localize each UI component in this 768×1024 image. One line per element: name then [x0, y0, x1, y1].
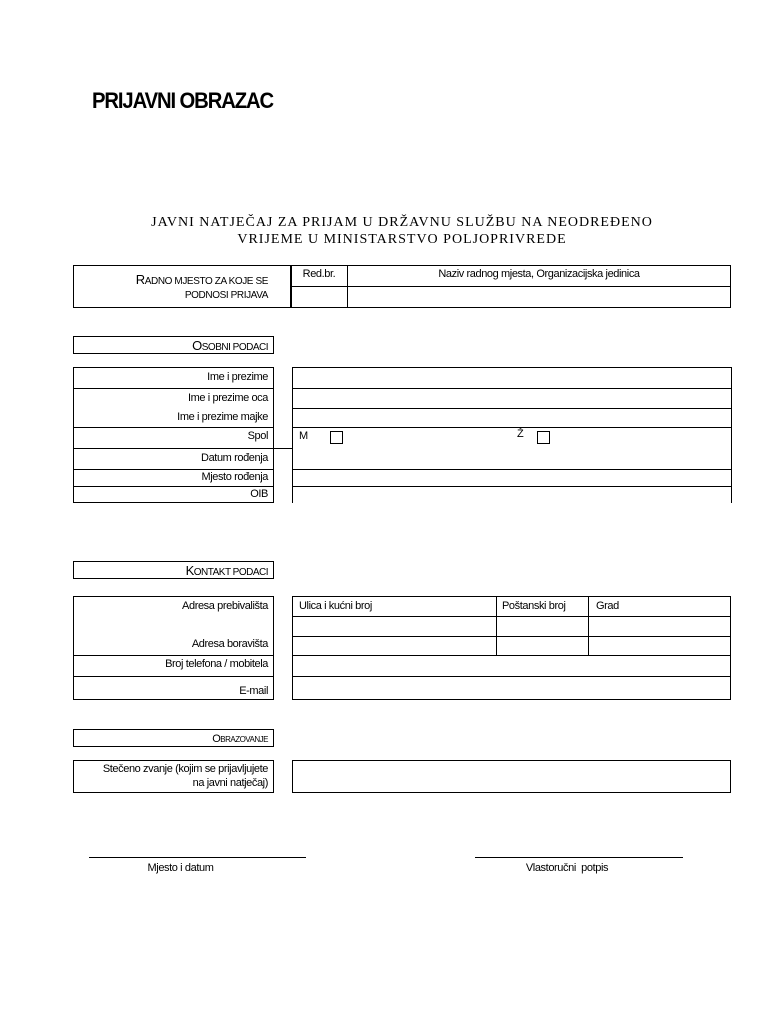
input-ime-prezime[interactable]	[293, 368, 730, 387]
contact-section-title: KONTAKT PODACI	[185, 563, 268, 578]
red-br-input[interactable]	[292, 287, 346, 307]
signature-label: Vlastoručni potpis	[525, 862, 609, 874]
naziv-input[interactable]	[348, 287, 730, 307]
input-ime-prezime-oca[interactable]	[293, 389, 730, 407]
col-postanski: Poštanski broj	[502, 600, 566, 612]
label-adresa-boravista: Adresa boravišta	[191, 638, 268, 650]
signature-line[interactable]	[475, 857, 683, 858]
position-label	[76, 272, 268, 287]
label-telefon: Broj telefona / mobitela	[165, 658, 268, 670]
input-ime-prezime-majke[interactable]	[293, 409, 730, 426]
form-title: PRIJAVNI OBRAZAC	[92, 88, 274, 113]
gender-m-checkbox[interactable]	[330, 431, 343, 444]
input-telefon[interactable]	[293, 656, 730, 675]
competition-heading-line1: JAVNI NATJEČAJ ZA PRIJAM U DRŽAVNU SLUŽBU NA NEODREĐENO	[151, 215, 653, 230]
label-ime-prezime: Ime i prezime	[207, 371, 268, 383]
label-oib: OIB	[250, 488, 268, 500]
gender-z-checkbox[interactable]	[537, 431, 550, 444]
col-grad: Grad	[596, 600, 619, 612]
input-mjesto-rodjenja[interactable]	[293, 470, 730, 485]
col-red-br: Red.br.	[302, 268, 336, 280]
position-label-line2: PODNOSI PRIJAVA	[184, 290, 268, 301]
input-boraviste-ulica[interactable]	[293, 637, 495, 654]
input-datum-rodjenja[interactable]	[293, 449, 730, 468]
competition-heading	[73, 214, 731, 248]
input-zvanje[interactable]	[292, 760, 731, 793]
personal-section-title: OSOBNI PODACI	[192, 338, 268, 353]
gender-z-label: Ž	[517, 428, 524, 440]
col-ulica: Ulica i kućni broj	[299, 600, 372, 612]
label-ime-prezime-oca: Ime i prezime oca	[187, 392, 268, 404]
place-date-label: Mjesto i datum	[147, 862, 214, 874]
label-ime-prezime-majke: Ime i prezime majke	[177, 411, 268, 423]
label-spol: Spol	[247, 430, 268, 442]
competition-heading-line2: VRIJEME U MINISTARSTVO POLJOPRIVREDE	[237, 232, 567, 247]
label-adresa-prebivalista: Adresa prebivališta	[182, 600, 268, 612]
input-boraviste-postanski[interactable]	[497, 637, 587, 654]
input-email[interactable]	[293, 677, 730, 699]
label-zvanje-line1: Stečeno zvanje (kojim se prijavljujete	[102, 763, 268, 775]
input-oib[interactable]	[293, 487, 730, 502]
label-datum-rodjenja: Datum rođenja	[201, 452, 268, 464]
position-label-cap: R	[135, 272, 145, 287]
gender-m-label: M	[299, 430, 308, 442]
input-prebivaliste-postanski[interactable]	[497, 617, 587, 635]
col-naziv: Naziv radnog mjesta, Organizacijska jedinica	[438, 268, 640, 280]
education-section-title: OBRAZOVANJE	[212, 733, 268, 745]
position-label-rest: ADNO MJESTO ZA KOJE SE	[144, 276, 268, 287]
input-prebivaliste-grad[interactable]	[589, 617, 730, 635]
input-prebivaliste-ulica[interactable]	[293, 617, 495, 635]
label-mjesto-rodjenja: Mjesto rođenja	[201, 471, 268, 483]
place-date-line[interactable]	[89, 857, 306, 858]
label-email: E-mail	[239, 685, 268, 697]
label-zvanje-line2: na javni natječaj)	[192, 777, 268, 789]
input-boraviste-grad[interactable]	[589, 637, 730, 654]
